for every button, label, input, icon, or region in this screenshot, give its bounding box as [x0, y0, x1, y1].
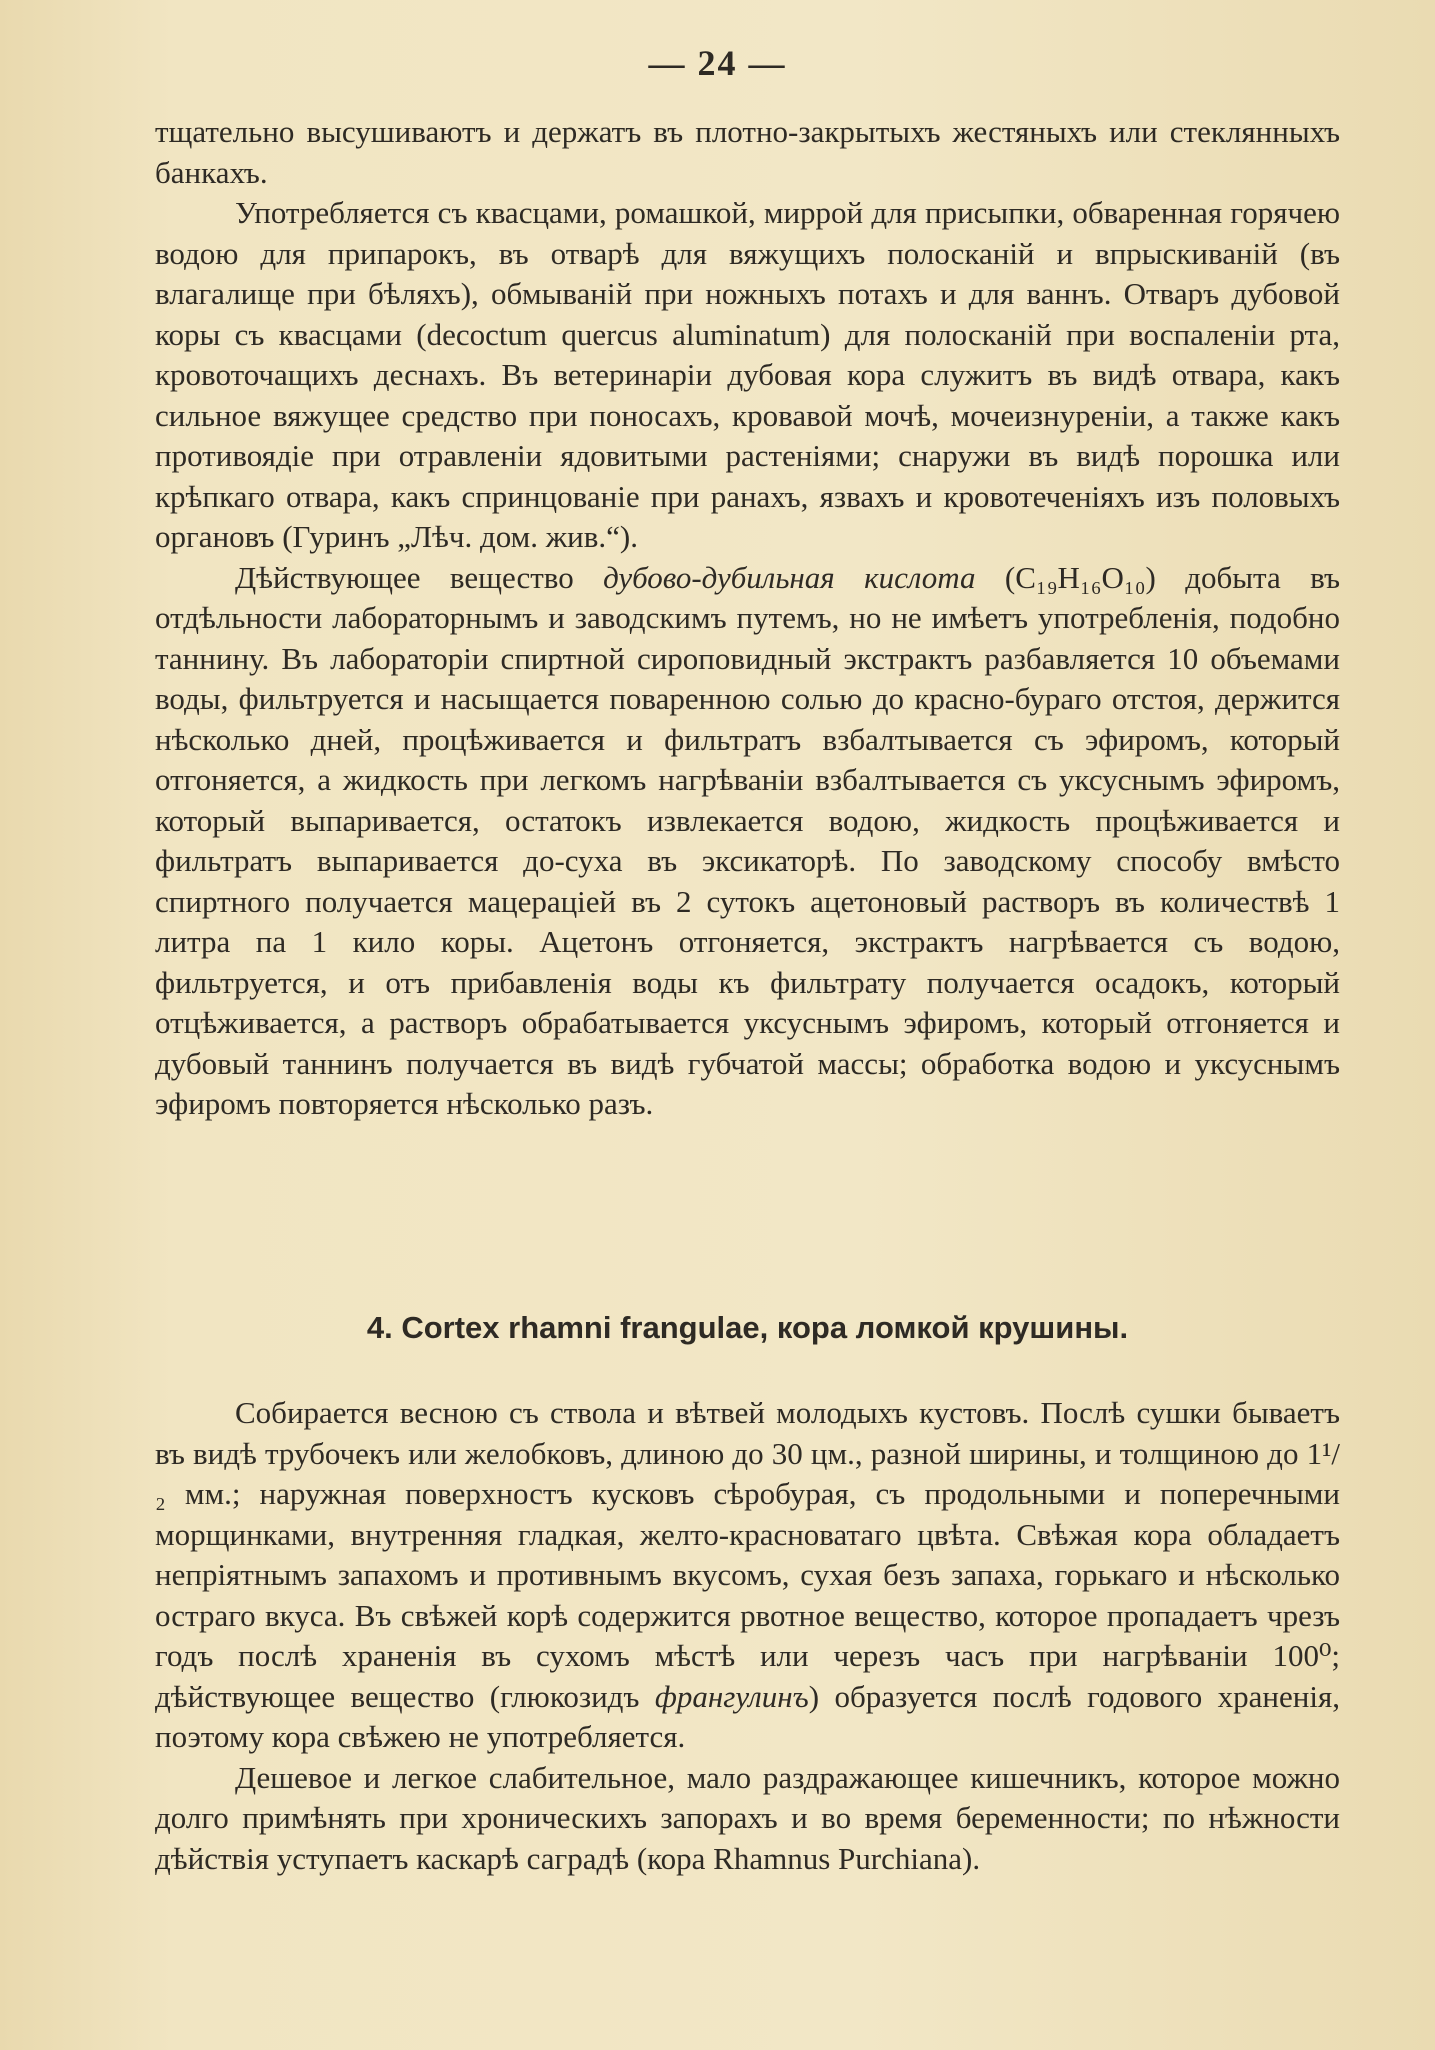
paragraph-3	[155, 558, 1340, 1125]
section-oak-bark-text	[155, 112, 1340, 1125]
section-frangula-text	[155, 1393, 1340, 1879]
paragraph-4-start: Собирается весною съ ствола и вѣтвей молодыхъ кустовъ. Послѣ сушки бываетъ въ видѣ трубочекъ или желобковъ, длиною до 30 цм., разной ширины, и толщиною до 1¹/₂ мм.; наружная поверхностъ кусковъ сѣробурая, съ продольными и поперечными морщинками, внутренняя гладкая, желто-красноватаго цвѣта. Свѣжая кора обладаетъ непріятнымъ запахомъ и противнымъ вкусомъ, сухая безъ запаха, горькаго и нѣсколько остраго вкуса. Въ свѣжей корѣ содержится рвотное вещество, которое пропадаетъ чрезъ годъ послѣ храненія въ сухомъ мѣстѣ или черезъ часъ при нагрѣваніи 100⁰; дѣйствующее вещество (глюкозидъ	[155, 1395, 1340, 1714]
paragraph-1: тщательно высушиваютъ и держатъ въ плотно-закрытыхъ жестяныхъ или стеклянныхъ банкахъ.	[155, 114, 1340, 190]
paragraph-4-rest: ) образуется послѣ годового храненія, поэтому кора свѣжею не употребляется.	[155, 1678, 1340, 1754]
paragraph-4-term: франгулинъ	[654, 1678, 809, 1714]
paragraph-3-start: Дѣйствующее вещество	[235, 559, 604, 595]
paragraph-4	[155, 1393, 1340, 1758]
page-number: — 24 —	[648, 43, 787, 83]
paragraph-3-term: дубово-дубильная кислота	[603, 559, 976, 595]
paragraph-2: Употребляется съ квасцами, ромашкой, миррой для присыпки, обваренная горячею водою для припарокъ, въ отварѣ для вяжущихъ полосканій и впрыскиваній (въ влагалище при бѣляхъ), обмываній при ножныхъ потахъ и для ваннъ. Отваръ дубовой коры съ квасцами (decoctum quercus aluminatum) для полосканій при воспаленіи рта, кровоточащихъ деснахъ. Въ ветеринаріи дубовая кора служитъ въ видѣ отвара, какъ сильное вяжущее средство при поносахъ, кровавой мочѣ, мочеизнуреніи, а также какъ противоядіе при отравленіи ядовитыми растеніями; снаружи въ видѣ порошка или крѣпкаго отвара, какъ спринцованіе при ранахъ, язвахъ и кровотеченіяхъ изъ половыхъ органовъ (Гуринъ „Лѣч. дом. жив.“).	[155, 195, 1340, 554]
paragraph-3-rest: (C₁₉H₁₆O₁₀) добыта въ отдѣльности лабораторнымъ и заводскимъ путемъ, но не имѣетъ употребленія, подобно таннину. Въ лабораторіи спиртной сироповидный экстрактъ разбавляется 10 объемами воды, фильтруется и насыщается поваренною солью до красно-бураго отстоя, держится нѣсколько дней, процѣживается и фильтратъ взбалтывается съ эфиромъ, который отгоняется, а жидкость при легкомъ нагрѣваніи взбалтывается съ уксуснымъ эфиромъ, который выпаривается, остатокъ извлекается водою, жидкость процѣживается и фильтратъ выпаривается до-суха въ эксикаторѣ. По заводскому способу вмѣсто спиртного получается мацераціей въ 2 сутокъ ацетоновый растворъ въ количествѣ 1 литра па 1 кило коры. Ацетонъ отгоняется, экстрактъ нагрѣвается съ водою, фильтруется, и отъ прибавленія воды къ фильтрату получается осадокъ, который отцѣживается, а растворъ обрабатывается уксуснымъ эфиромъ, который отгоняется и дубовый таннинъ получается въ видѣ губчатой массы; обработка водою и уксуснымъ эфиромъ повторяется нѣсколько разъ.	[155, 559, 1341, 1121]
section-heading: 4. Cortex rhamni frangulae, кора ломкой крушины.	[366, 1310, 1129, 1345]
paragraph-5: Дешевое и легкое слабительное, мало раздражающее кишечникъ, которое можно долго примѣнять при хроническихъ запорахъ и во время беременности; по нѣжности дѣйствія уступаетъ каскарѣ саградѣ (кора Rhamnus Purchiana).	[155, 1759, 1340, 1876]
